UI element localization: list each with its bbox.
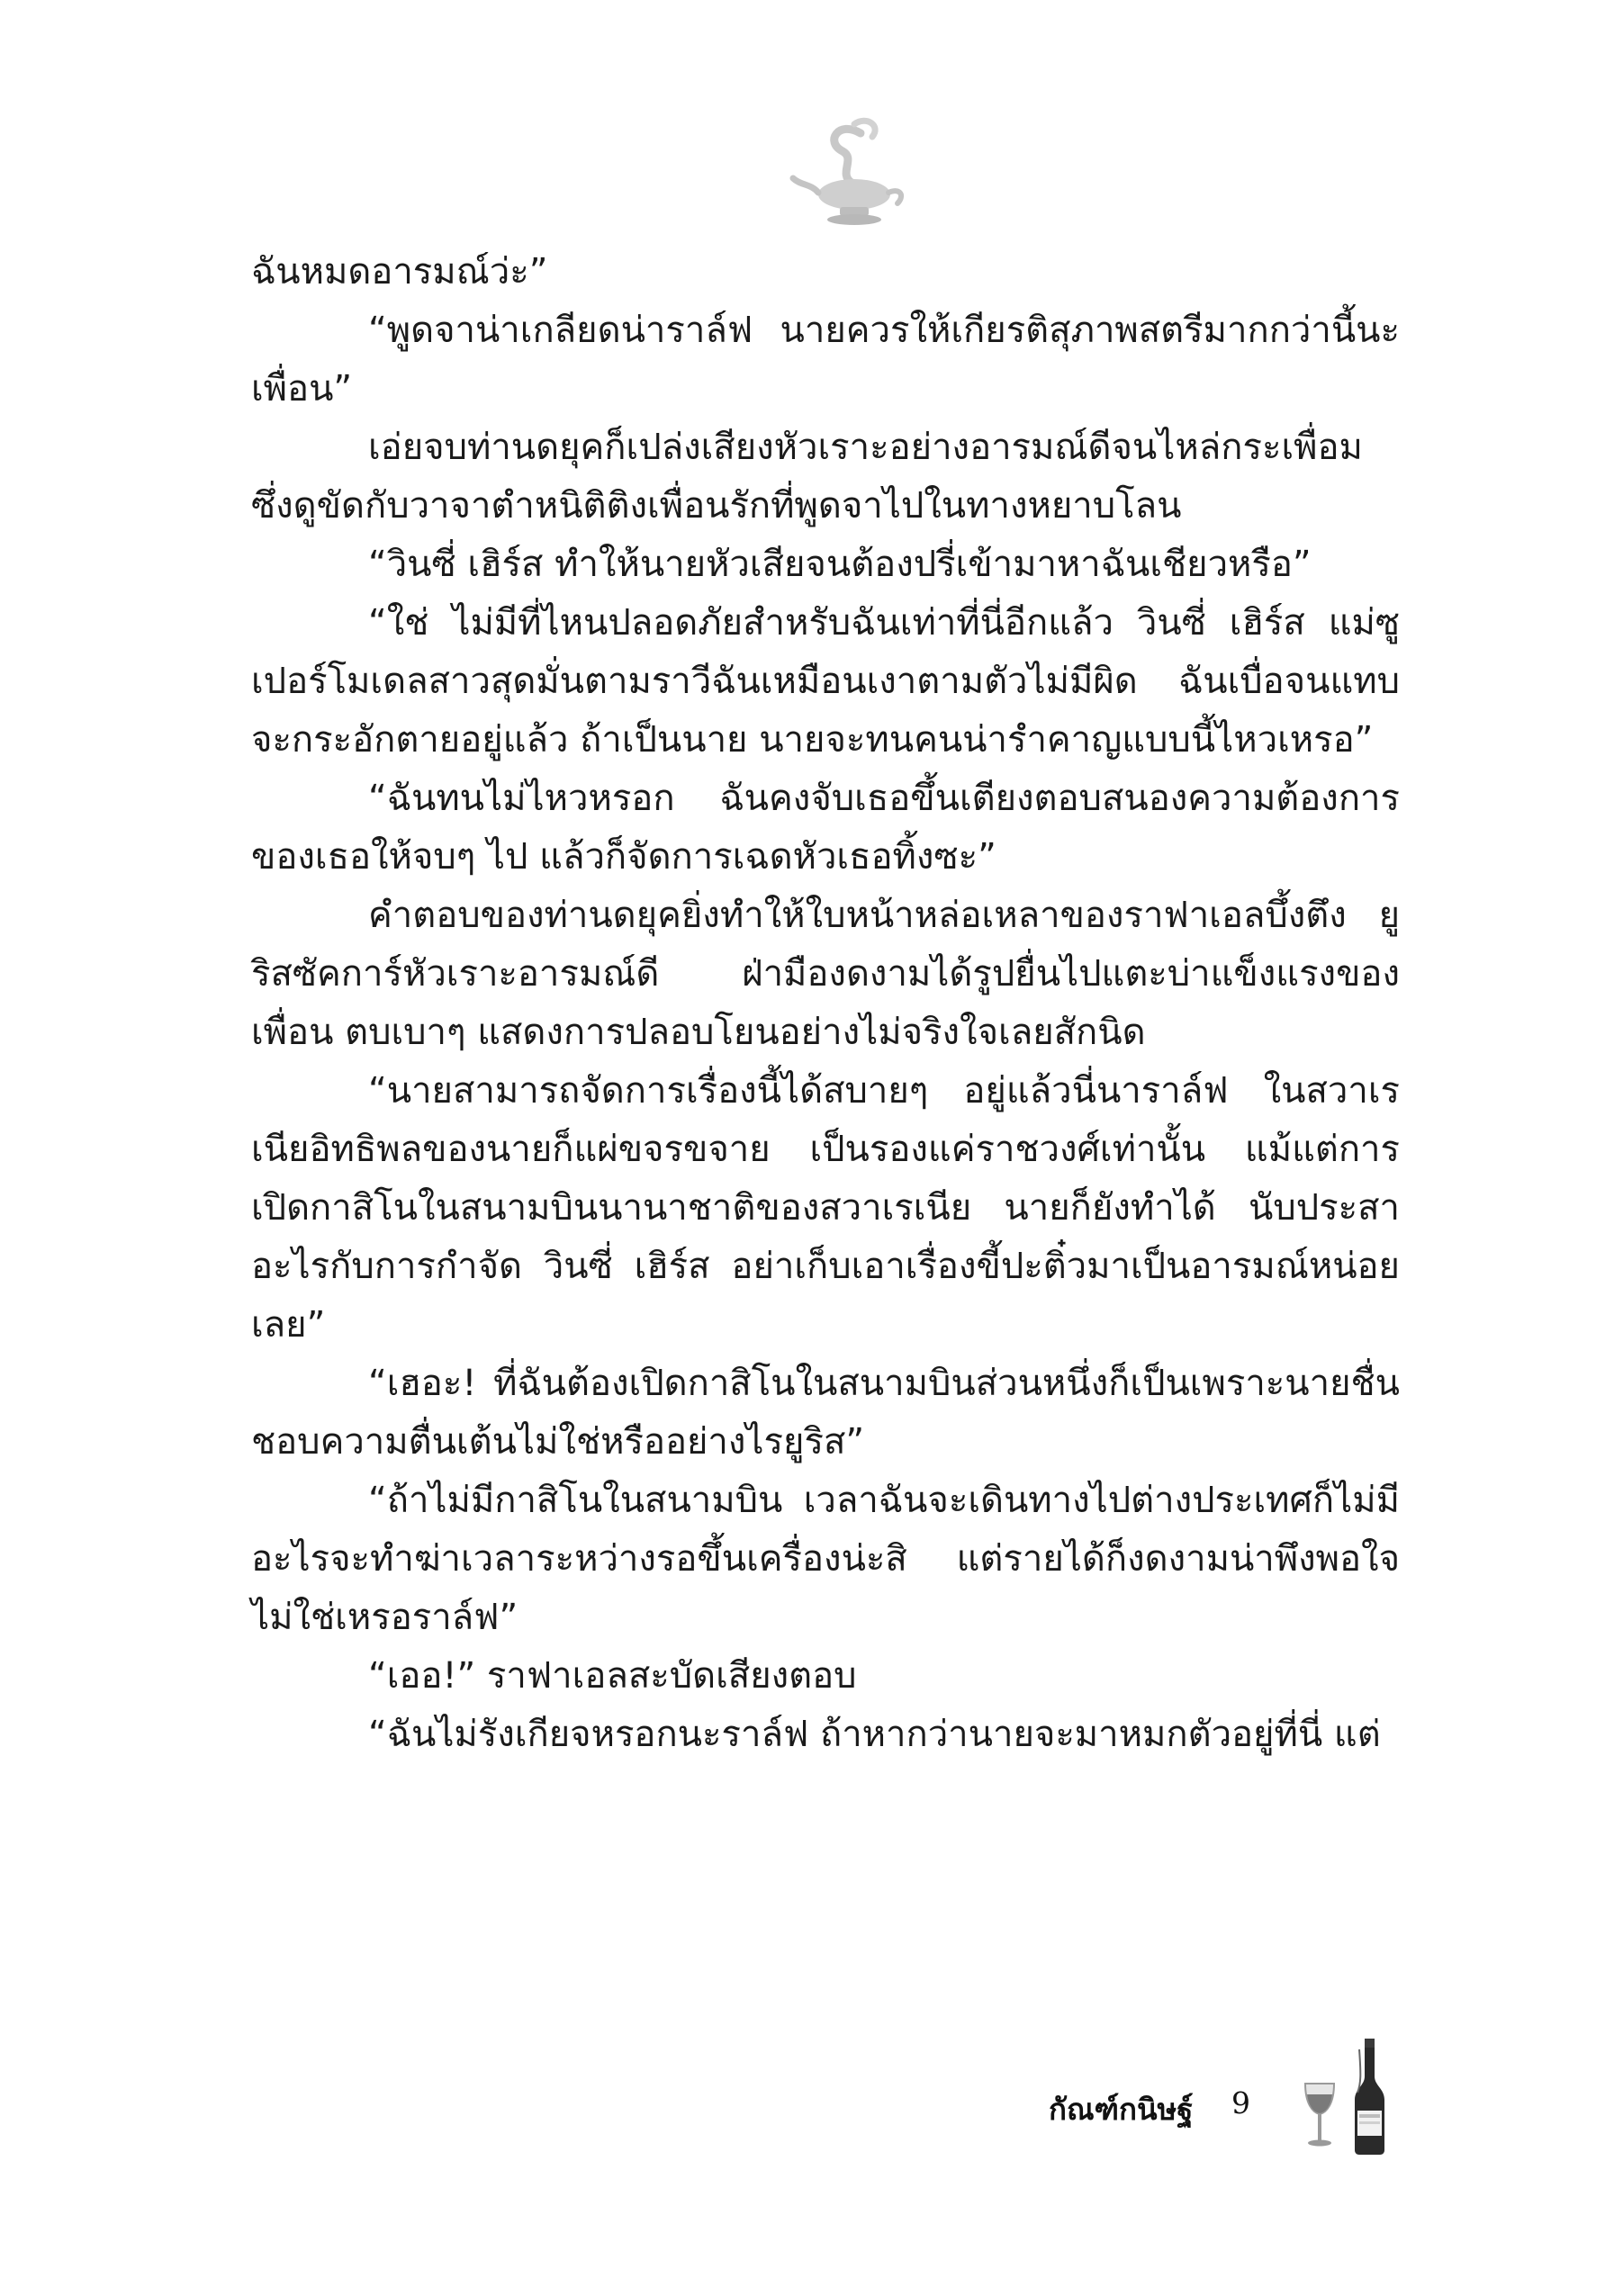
paragraph: “ฉันไม่รังเกียจหรอกนะราล์ฟ ถ้าหากว่านายจะมาหมกตัวอยู่ที่นี่ แต่: [368, 1714, 1381, 1755]
paragraph: “นายสามารถจัดการเรื่องนี้ได้สบายๆ อยู่แล้วนี่นาราล์ฟ ในสวาเรเนียอิทธิพลของนายก็แผ่ขจรขจาย เป็นรองแค่ราชวงศ์เท่านั้น แม้แต่การเปิดกาสิโนในสนามบินนานาชาติของสวาเรเนีย นายก็ยังทำได้ นับประสาอะไรกับการกำจัด วินซี่ เฮิร์ส อย่าเก็บเอาเรื่องขี้ปะติ๋วมาเป็นอารมณ์หน่อยเลย”: [251, 1070, 1400, 1346]
paragraph: “ฉันทนไม่ไหวหรอก ฉันคงจับเธอขึ้นเตียงตอบสนองความต้องการของเธอให้จบๆ ไป แล้วก็จัดการเฉดหัวเธอทิ้งซะ”: [251, 778, 1400, 878]
paragraph: “ใช่ ไม่มีที่ไหนปลอดภัยสำหรับฉันเท่าที่นี่อีกแล้ว วินซี่ เฮิร์ส แม่ซูเปอร์โมเดลสาวสุดมั่นตามราวีฉันเหมือนเงาตามตัวไม่มีผิด ฉันเบื่อจนแทบจะกระอักตายอยู่แล้ว ถ้าเป็นนาย นายจะทนคนน่ารำคาญแบบนี้ไหวเหรอ”: [251, 602, 1400, 761]
paragraph: “ถ้าไม่มีกาสิโนในสนามบิน เวลาฉันจะเดินทางไปต่างประเทศก็ไม่มีอะไรจะทำฆ่าเวลาระหว่างรอขึ้นเครื่องน่ะสิ แต่รายได้ก็งดงามน่าพึงพอใจไม่ใช่เหรอราล์ฟ”: [251, 1480, 1400, 1638]
body-text: [251, 243, 1400, 1764]
paragraph: ฉันหมดอารมณ์ว่ะ”: [251, 251, 548, 293]
paragraph: คำตอบของท่านดยุคยิ่งทำให้ใบหน้าหล่อเหลาของราฟาเอลบึ้งตึง ยูริสซัคการ์หัวเราะอารมณ์ดี ฝ่ามืองดงามได้รูปยื่นไปแตะบ่าแข็งแรงของเพื่อน ตบเบาๆ แสดงการปลอบโยนอย่างไม่จริงใจเลยสักนิด: [251, 895, 1400, 1053]
genie-lamp-icon: [775, 106, 919, 241]
paragraph: “พูดจาน่าเกลียดน่าราล์ฟ นายควรให้เกียรติสุภาพสตรีมากกว่านี้นะเพื่อน”: [251, 310, 1400, 410]
page-footer: [990, 2039, 1422, 2156]
paragraph: “เออ!” ราฟาเอลสะบัดเสียงตอบ: [368, 1655, 857, 1697]
paragraph: “เฮอะ! ที่ฉันต้องเปิดกาสิโนในสนามบินส่วนหนึ่งก็เป็นเพราะนายชื่นชอบความตื่นเต้นไม่ใช่หรืออย่างไรยูริส”: [251, 1363, 1400, 1463]
paragraph: “วินซี่ เฮิร์ส ทำให้นายหัวเสียจนต้องปรี่เข้ามาหาฉันเชียวหรือ”: [368, 544, 1312, 585]
page-number: 9: [1231, 2085, 1250, 2120]
paragraph: เอ่ยจบท่านดยุคก็เปล่งเสียงหัวเราะอย่างอารมณ์ดีจนไหล่กระเพื่อม ซึ่งดูขัดกับวาจาตำหนิติติงเพื่อนรักที่พูดจาไปในทางหยาบโลน: [251, 427, 1363, 527]
author-name: กัณฑ์กนิษฐ์: [1049, 2092, 1194, 2127]
wine-glass-and-bottle-icon: [1296, 2039, 1404, 2156]
